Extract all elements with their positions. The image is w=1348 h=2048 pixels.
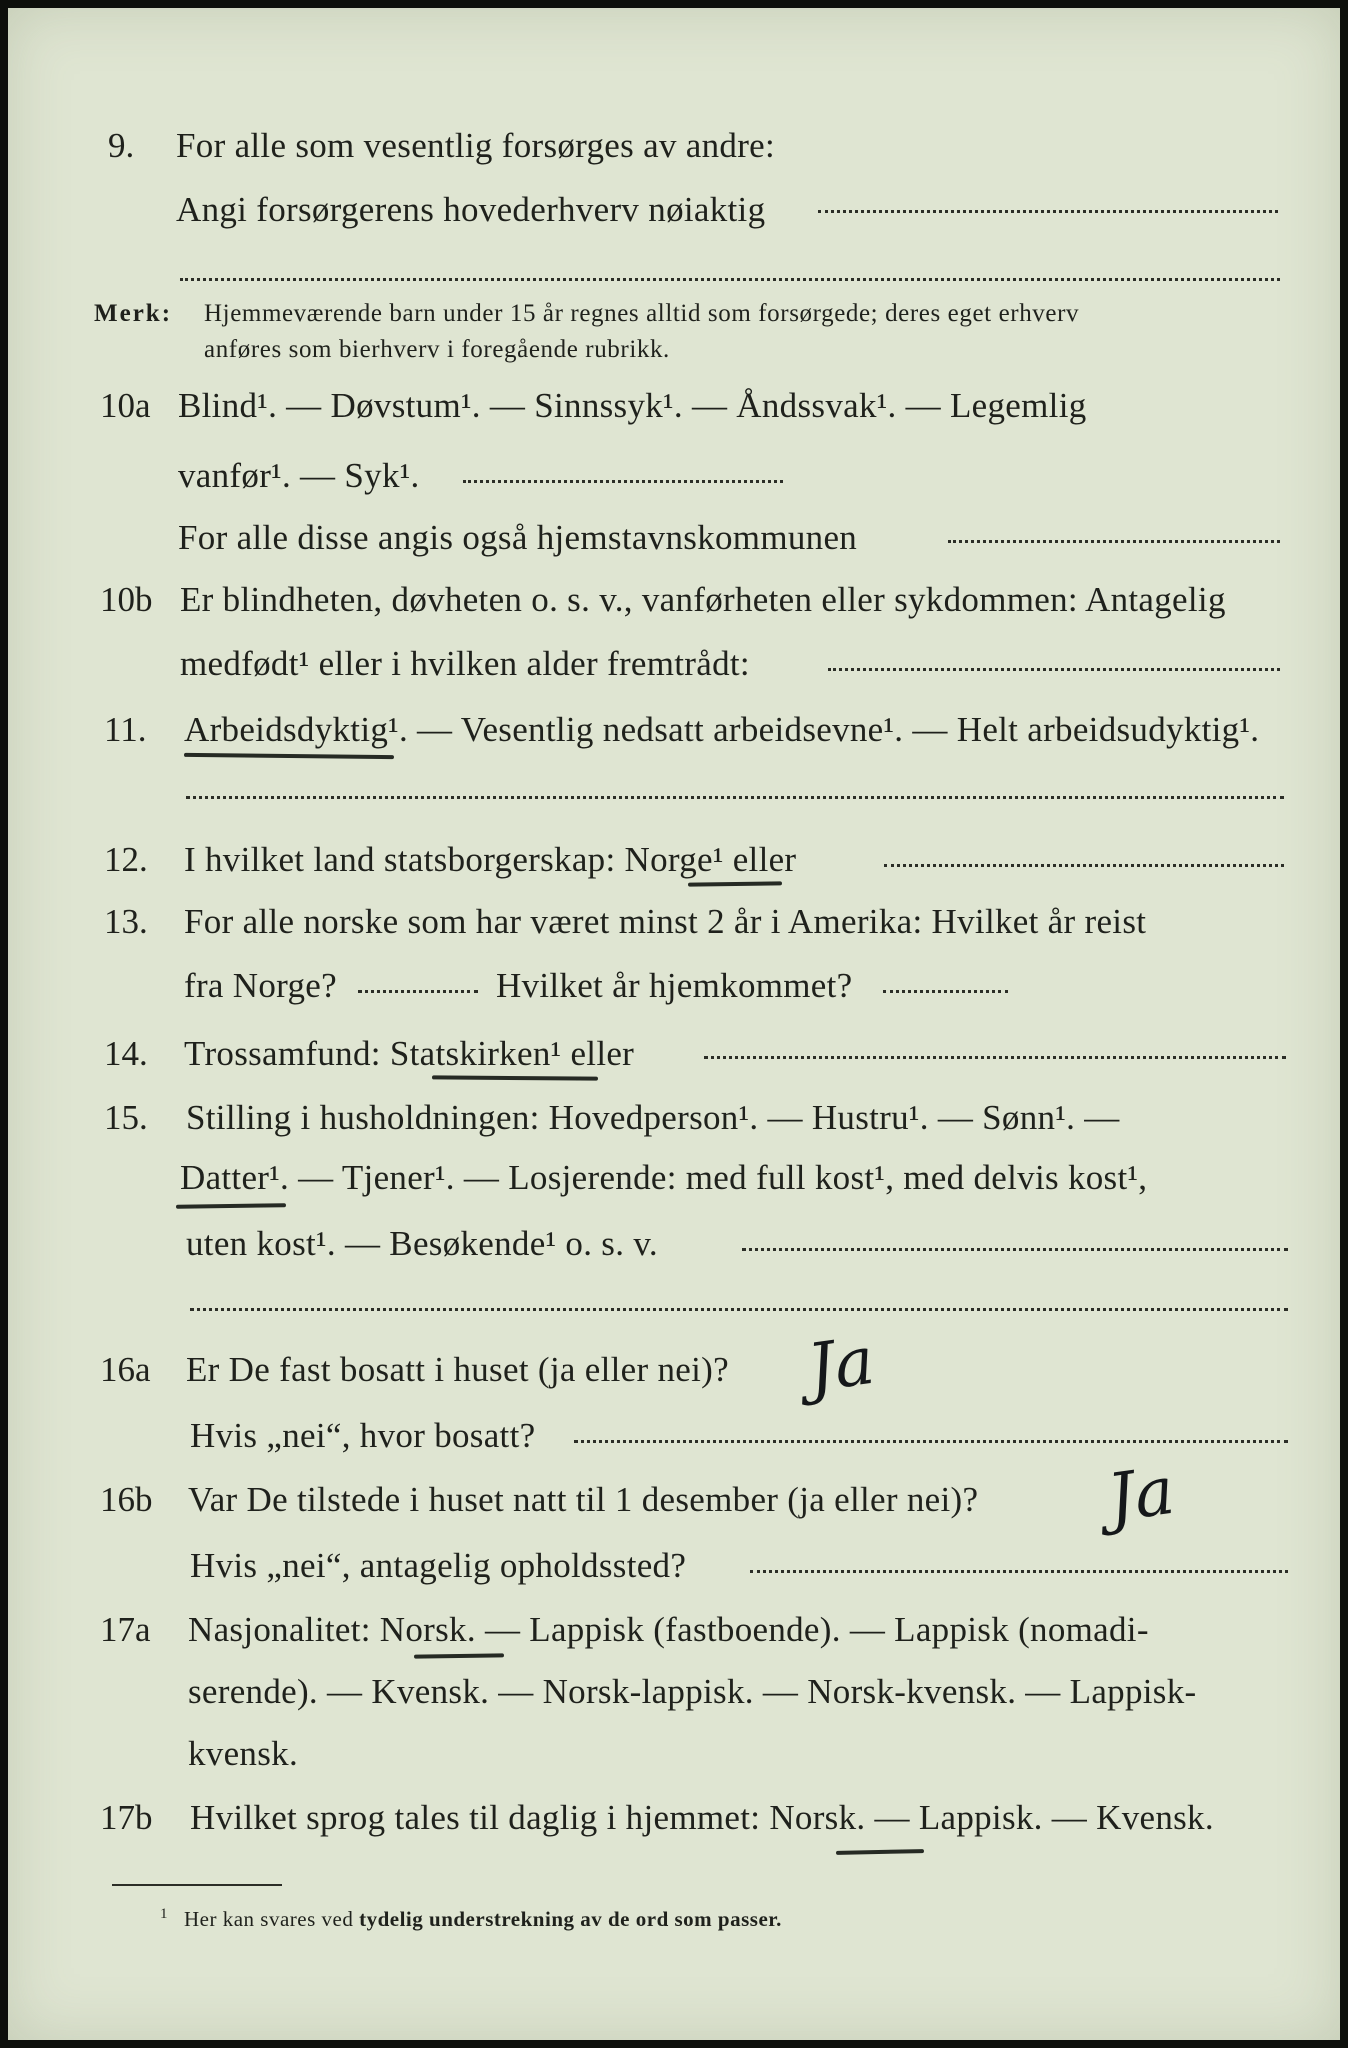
census-form-page	[8, 8, 1340, 2040]
q16a-text-line2: Hvis „nei“, hvor bosatt?	[190, 1416, 536, 1455]
q13-number: 13.	[104, 902, 148, 941]
q9-number: 9.	[108, 126, 135, 165]
q12-number: 12.	[104, 840, 148, 879]
q11-handwritten-underline	[184, 753, 394, 759]
q13-text-line1: For alle norske som har været minst 2 år i Amerika: Hvilket år reist	[184, 902, 1147, 941]
q13-hjemkommet-field[interactable]	[883, 990, 1008, 993]
q16b-text-line2: Hvis „nei“, antagelig opholdssted?	[190, 1546, 687, 1585]
q16a-text-line1: Er De fast bosatt i huset (ja eller nei)?	[186, 1350, 729, 1389]
q10a-number: 10a	[100, 386, 151, 425]
q12-text-line1: I hvilket land statsborgerskap: Norge¹ eller	[184, 840, 797, 879]
footnote-text-b: tydelig understrekning av de ord som passer.	[359, 1907, 782, 1931]
q9-answer-field-2[interactable]	[180, 278, 1280, 281]
q17a-number: 17a	[100, 1610, 151, 1649]
merk-text-line2: anføres som bierhverv i foregående rubrikk.	[204, 336, 670, 363]
q15-text-line3: uten kost¹. — Besøkende¹ o. s. v.	[186, 1224, 658, 1263]
q16a-answer-field[interactable]	[574, 1440, 1288, 1443]
q17b-handwritten-underline	[836, 1849, 924, 1855]
q15-handwritten-underline	[176, 1203, 286, 1209]
q17a-handwritten-underline	[414, 1653, 504, 1658]
q10a-kommune-field[interactable]	[948, 540, 1280, 543]
q10b-number: 10b	[100, 580, 153, 619]
q11-number: 11.	[104, 710, 147, 749]
q17a-text-line2: serende). — Kvensk. — Norsk-lappisk. — Norsk-kvensk. — Lappisk-	[188, 1672, 1197, 1711]
q14-handwritten-underline	[432, 1075, 598, 1080]
footnote-text-a: Her kan svares ved	[184, 1907, 354, 1931]
q15-answer-field-2[interactable]	[190, 1308, 1288, 1311]
q16b-text-line1: Var De tilstede i huset natt til 1 desember (ja eller nei)?	[188, 1480, 979, 1519]
q17b-text-line1: Hvilket sprog tales til daglig i hjemmet: Norsk. — Lappisk. — Kvensk.	[190, 1798, 1214, 1837]
q10a-text-line1: Blind¹. — Døvstum¹. — Sinnssyk¹. — Åndssvak¹. — Legemlig	[178, 386, 1087, 425]
q15-number: 15.	[104, 1098, 148, 1137]
q16b-answer-field[interactable]	[750, 1570, 1288, 1573]
q10a-syk-field[interactable]	[463, 480, 783, 483]
q16a-handwritten-answer: Ja	[802, 1321, 879, 1408]
q16a-number: 16a	[100, 1350, 151, 1389]
footnote	[160, 1906, 782, 1932]
q12-answer-field[interactable]	[884, 864, 1284, 867]
q10b-answer-field[interactable]	[828, 668, 1280, 671]
merk-label: Merk:	[94, 300, 173, 327]
q15-answer-field[interactable]	[742, 1248, 1288, 1251]
q13-reist-field[interactable]	[358, 990, 478, 993]
q13-text-line2a: fra Norge?	[184, 966, 337, 1005]
q10b-text-line2: medfødt¹ eller i hvilken alder fremtrådt:	[180, 644, 750, 683]
q14-text-line1: Trossamfund: Statskirken¹ eller	[184, 1034, 635, 1073]
q15-text-line2: Datter¹. — Tjener¹. — Losjerende: med full kost¹, med delvis kost¹,	[180, 1158, 1148, 1197]
q10a-text-line2: vanfør¹. — Syk¹.	[178, 456, 420, 495]
q17a-text-line3: kvensk.	[188, 1734, 299, 1773]
q14-number: 14.	[104, 1034, 148, 1073]
q14-answer-field[interactable]	[704, 1056, 1286, 1059]
footnote-mark: 1	[160, 1906, 168, 1922]
q9-text-line1: For alle som vesentlig forsørges av andre:	[176, 126, 776, 165]
q9-text-line2: Angi forsørgerens hovederhverv nøiaktig	[176, 190, 766, 229]
q12-handwritten-underline	[688, 881, 782, 886]
merk-text-line1: Hjemmeværende barn under 15 år regnes alltid som forsørgede; deres eget erhverv	[204, 300, 1080, 327]
footnote-rule	[112, 1884, 282, 1886]
q16b-handwritten-answer: Ja	[1102, 1451, 1179, 1538]
q17a-text-line1: Nasjonalitet: Norsk. — Lappisk (fastboende). — Lappisk (nomadi-	[188, 1610, 1149, 1649]
q17b-number: 17b	[100, 1798, 153, 1837]
q16b-number: 16b	[100, 1480, 153, 1519]
q10a-text-line3: For alle disse angis også hjemstavnskommunen	[178, 518, 858, 557]
q9-answer-field[interactable]	[818, 210, 1278, 213]
q13-text-line2b: Hvilket år hjemkommet?	[496, 966, 853, 1005]
q11-text-line1: Arbeidsdyktig¹. — Vesentlig nedsatt arbeidsevne¹. — Helt arbeidsudyktig¹.	[184, 710, 1260, 749]
q15-text-line1: Stilling i husholdningen: Hovedperson¹. — Hustru¹. — Sønn¹. —	[186, 1098, 1120, 1137]
q11-answer-field[interactable]	[186, 796, 1284, 799]
q10b-text-line1: Er blindheten, døvheten o. s. v., vanførheten eller sykdommen: Antagelig	[180, 580, 1226, 619]
